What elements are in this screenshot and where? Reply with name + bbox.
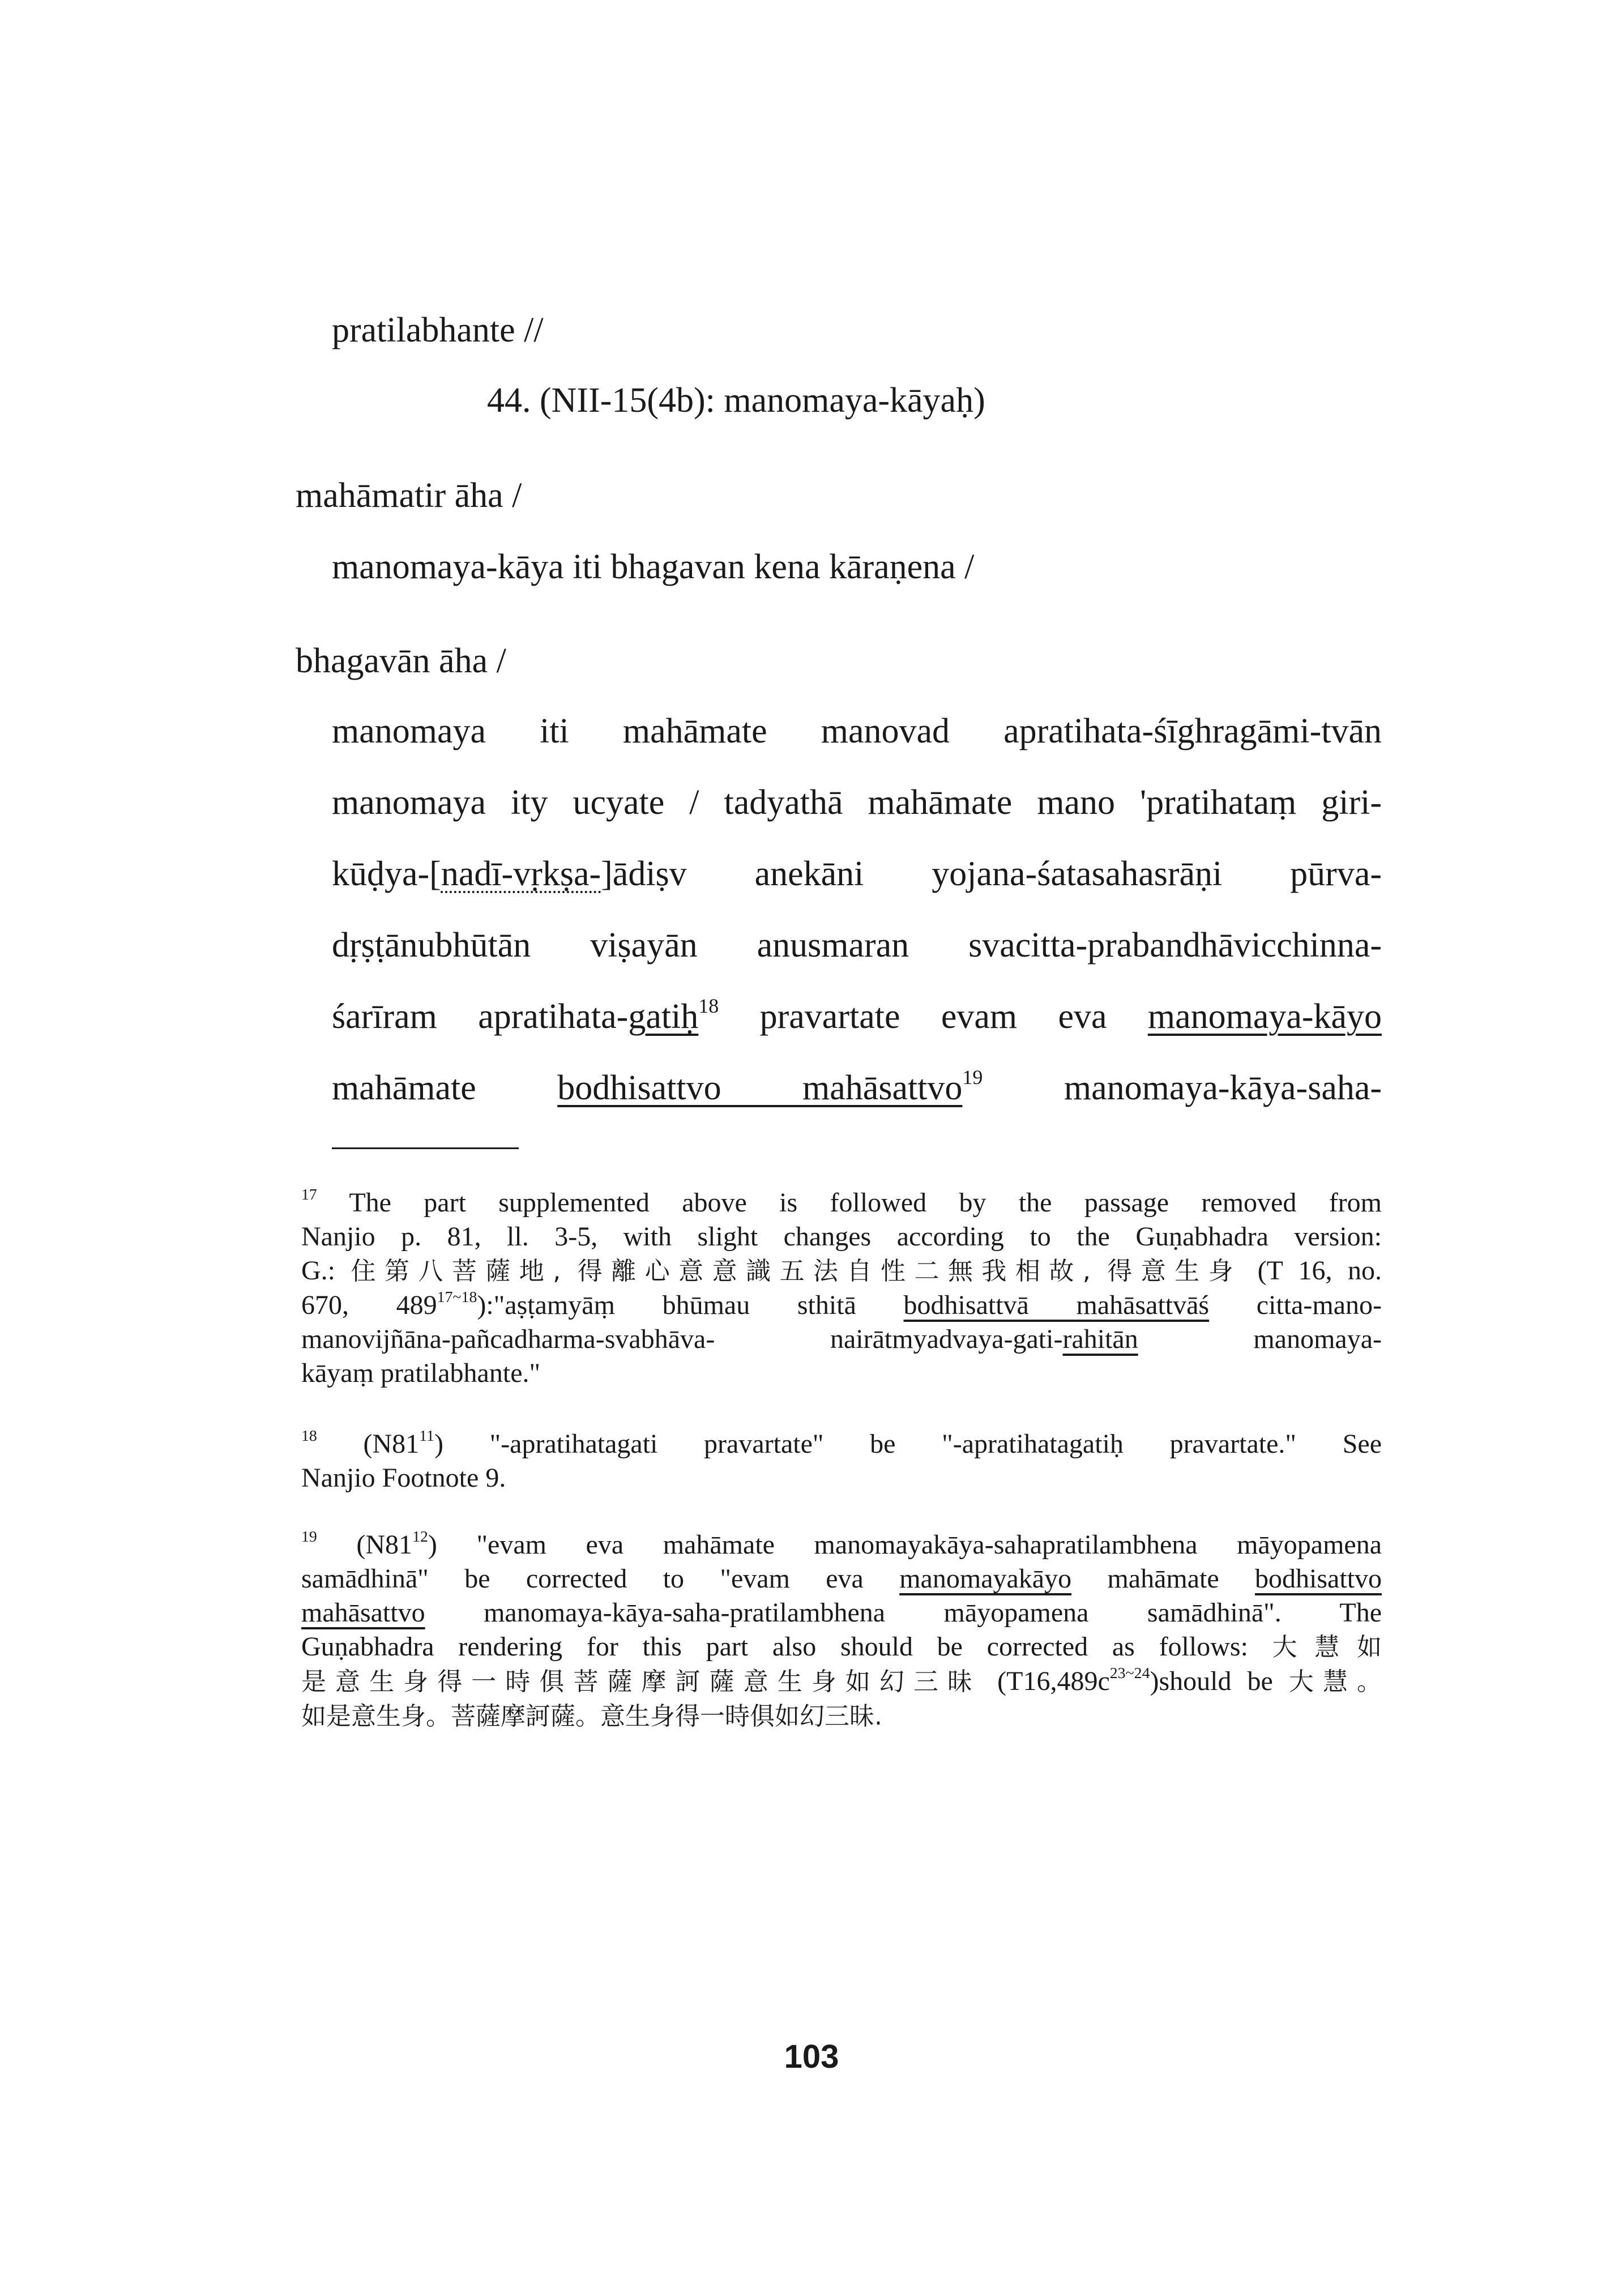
text-segment: pravartate evam eva (759, 997, 1107, 1036)
footnote-line: Nanjio Footnote 9. (301, 1463, 506, 1493)
cjk-text: 住第八菩薩地, 得離心意意識五法自性二無我相故, 得意生身 (351, 1257, 1242, 1286)
cjk-text: 大慧。 (1288, 1667, 1382, 1696)
footnote-line (301, 1665, 1382, 1699)
text-segment: 670, 489 (301, 1290, 437, 1320)
superscript: 11 (419, 1427, 434, 1445)
cjk-text: 是意生身得一時俱菩薩摩訶薩意生身如幻三昧 (301, 1667, 982, 1696)
footnote-line (301, 1528, 1382, 1562)
footnote-line (301, 1288, 1382, 1322)
text-segment: ) "-apratihatagati pravartate" be "-apratihatagatiḥ pravartate." See (434, 1429, 1382, 1459)
underlined-term: bodhisattvo (1255, 1564, 1382, 1594)
text-segment: The part supplemented above is followed by the passage removed from (349, 1188, 1382, 1218)
underlined-term: gatiḥ (628, 997, 699, 1036)
footnote-mark: 19 (301, 1528, 317, 1546)
page-number: 103 (784, 2038, 839, 2075)
answer-line-3 (332, 854, 1382, 894)
underlined-term: rahitān (1062, 1324, 1138, 1354)
section-heading: 44. (NII-15(4b): manomaya-kāyaḥ) (487, 381, 985, 420)
text-segment: ]ādiṣv anekāni yojana-śatasahasrāṇi pūrva- (601, 855, 1382, 893)
text-segment: (N81 (363, 1429, 420, 1459)
answer-line-5 (332, 997, 1382, 1037)
footnote-line (301, 1186, 1382, 1220)
answer-line-2: manomaya ity ucyate / tadyathā mahāmate mano 'pratihataṃ giri- (332, 783, 1382, 822)
text-segment: ) "evam eva mahāmate manomayakāya-sahapratilambhena māyopamena (428, 1530, 1382, 1560)
underlined-term: bodhisattvā mahāsattvāś (903, 1290, 1210, 1320)
underlined-term: mahāsattvo (301, 1598, 425, 1628)
answer-line-4: dṛṣṭānubhūtān viṣayān anusmaran svacitta-prabandhāvicchinna- (332, 926, 1382, 965)
text-segment: mahāmate (332, 1069, 476, 1107)
text-segment: (T 16, no. (1257, 1256, 1382, 1286)
superscript: 23~24 (1109, 1665, 1150, 1683)
footnote-line (301, 1254, 1382, 1288)
text-segment: śarīram apratihata- (332, 997, 629, 1036)
text-segment: kūḍya-[ (332, 855, 441, 893)
footnote-line: kāyaṃ pratilabhante." (301, 1358, 541, 1388)
superscript: 17~18 (437, 1288, 477, 1307)
superscript: 12 (412, 1528, 428, 1546)
dotted-supplement: nadī-vṛkṣa- (441, 855, 601, 893)
footnote-mark: 17 (301, 1186, 317, 1204)
answer-line-6 (332, 1068, 1382, 1108)
text-segment: )should be (1150, 1666, 1273, 1696)
cjk-text: 如是意生身。菩薩摩訶薩。意生身得一時俱如幻三昧. (301, 1702, 882, 1731)
text-segment: Guṇabhadra rendering for this part also should be corrected as follows: (301, 1632, 1248, 1662)
text-segment: manomaya-kāya-saha- (1064, 1069, 1382, 1107)
text-segment: (T16,489c (997, 1666, 1110, 1696)
text-segment: G.: (301, 1256, 335, 1286)
footnote-line: Nanjio p. 81, ll. 3-5, with slight changes according to the Guṇabhadra version: (301, 1222, 1382, 1252)
footnote-ref-19: 19 (962, 1066, 983, 1089)
footnote-line (301, 1596, 1382, 1630)
footnote-line (301, 1562, 1382, 1596)
text-segment: manomaya-kāya-saha-pratilambhena māyopamena samādhinā". The (484, 1598, 1382, 1628)
underlined-term: manomayakāyo (899, 1564, 1072, 1594)
line-pratilabhante: pratilabhante // (332, 311, 544, 349)
footnote-mark: 18 (301, 1427, 317, 1445)
question-line: manomaya-kāya iti bhagavan kena kāraṇena / (332, 548, 975, 586)
text-segment: ):"aṣṭamyāṃ bhūmau sthitā (477, 1290, 856, 1320)
text-segment: manovijñāna-pañcadharma-svabhāva- nairātmyadvaya-gati- (301, 1324, 1063, 1354)
footnote-17 (301, 1186, 1382, 1390)
speaker-bhagavan: bhagavān āha / (296, 642, 506, 680)
footnote-line (301, 1630, 1382, 1665)
answer-line-1: manomaya iti mahāmate manovad apratihata-śīghragāmi-tvān (332, 712, 1382, 750)
footnote-line (301, 1427, 1382, 1461)
speaker-mahamati: mahāmatir āha / (296, 476, 522, 515)
underlined-term: bodhisattvo mahāsattvo (557, 1069, 963, 1107)
text-segment: (N81 (356, 1530, 413, 1560)
footnote-19 (301, 1528, 1382, 1734)
text-segment: mahāmate (1107, 1564, 1219, 1594)
text-segment: manomaya- (1253, 1324, 1382, 1354)
cjk-text: 大慧如 (1272, 1633, 1382, 1662)
footnote-line (301, 1322, 1382, 1356)
underlined-term: manomaya-kāyo (1147, 997, 1382, 1036)
footnote-line (301, 1699, 1382, 1734)
footnote-18 (301, 1427, 1382, 1495)
footnote-ref-18: 18 (698, 995, 719, 1018)
text-segment: citta-mano- (1256, 1290, 1382, 1320)
text-segment: samādhinā" be corrected to "evam eva (301, 1564, 864, 1594)
footnote-separator (332, 1147, 519, 1149)
